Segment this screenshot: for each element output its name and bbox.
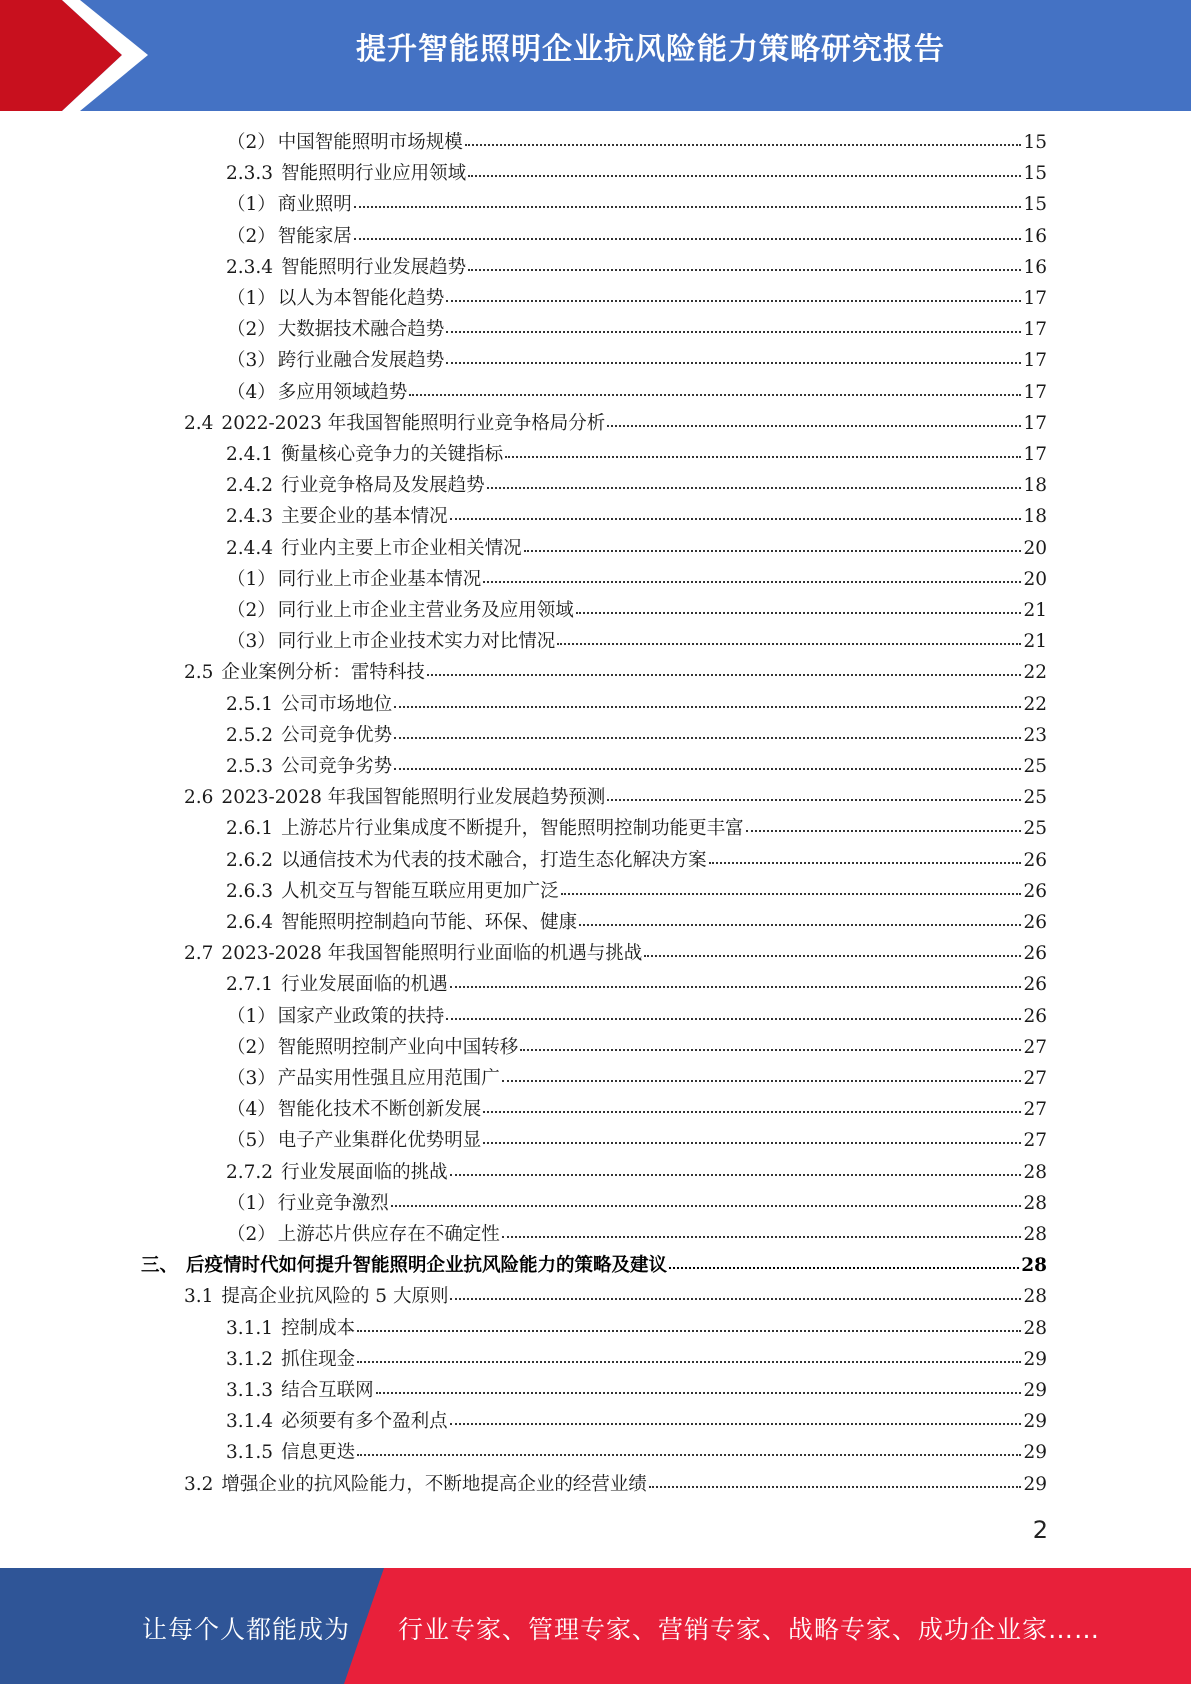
toc-entry[interactable]	[226, 533, 1047, 564]
toc-entry-title: 信息更迭	[281, 1442, 356, 1464]
toc-entry-title: 2023-2028 年我国智能照明行业面临的机遇与挑战	[221, 943, 643, 965]
toc-dot-leader	[409, 393, 1021, 396]
toc-entry-page: 27	[1023, 1130, 1047, 1152]
toc-entry-title: 衡量核心竞争力的关键指标	[281, 444, 504, 465]
toc-dot-leader	[357, 1329, 1021, 1332]
toc-entry-page: 16	[1023, 256, 1047, 278]
toc-entry-title: 抓住现金	[281, 1348, 356, 1370]
toc-dot-leader	[561, 892, 1022, 895]
toc-entry-number: 2.3.3	[226, 163, 274, 185]
toc-entry-page: 28	[1023, 1224, 1047, 1245]
toc-entry[interactable]	[226, 720, 1047, 751]
toc-dot-leader	[376, 1391, 1022, 1394]
toc-dot-leader	[468, 268, 1021, 271]
toc-entry-title: 结合互联网	[281, 1380, 374, 1401]
toc-dot-leader	[576, 611, 1022, 614]
toc-entry-title: 以通信技术为代表的技术融合，打造生态化解决方案	[281, 849, 707, 871]
toc-entry-page: 22	[1023, 693, 1047, 715]
footer-slogan-right: 行业专家、管理专家、营销专家、战略专家、成功企业家……	[398, 1615, 1101, 1644]
toc-entry[interactable]	[226, 813, 1047, 844]
toc-entry-page: 28	[1023, 1286, 1047, 1308]
toc-entry-page: 27	[1023, 1099, 1047, 1121]
toc-entry[interactable]	[227, 377, 1047, 408]
toc-entry-title: 以人为本智能化趋势	[277, 288, 445, 309]
toc-entry[interactable]	[184, 1469, 1047, 1500]
report-title: 提升智能照明企业抗风险能力策略研究报告	[356, 32, 945, 67]
toc-entry-title: 控制成本	[281, 1317, 356, 1339]
toc-entry-title: 上游芯片行业集成度不断提升，智能照明控制功能更丰富	[281, 818, 744, 840]
toc-entry[interactable]	[226, 1375, 1047, 1406]
toc-entry-page: 27	[1023, 1068, 1047, 1089]
toc-dot-leader	[394, 705, 1021, 708]
toc-entry-title: 提高企业抗风险的 5 大原则	[221, 1286, 449, 1308]
toc-entry-title: 多应用领域趋势	[277, 381, 408, 403]
toc-dot-leader	[607, 424, 1021, 427]
toc-entry-title: 同行业上市企业主营业务及应用领域	[277, 600, 574, 621]
toc-entry-title: 智能化技术不断创新发展	[277, 1099, 482, 1121]
toc-entry[interactable]	[226, 470, 1047, 501]
toc-entry-title: 主要企业的基本情况	[281, 506, 448, 528]
page-footer	[0, 1568, 1191, 1684]
toc-dot-leader	[709, 861, 1022, 864]
toc-entry[interactable]	[226, 969, 1047, 1000]
toc-entry[interactable]	[227, 1094, 1047, 1125]
toc-entry-number: （5）	[227, 1130, 276, 1152]
toc-entry-number: 2.6.3	[226, 880, 274, 902]
toc-entry-page: 21	[1023, 631, 1047, 653]
toc-entry[interactable]	[227, 283, 1047, 314]
toc-entry[interactable]	[226, 907, 1047, 938]
toc-entry-number: 2.5.1	[226, 693, 274, 715]
toc-entry-page: 18	[1023, 506, 1047, 528]
toc-entry-title: 商业照明	[277, 194, 352, 216]
toc-dot-leader	[644, 954, 1021, 957]
toc-entry-number: 3.1.3	[226, 1380, 274, 1401]
toc-entry-page: 22	[1023, 662, 1047, 684]
toc-dot-leader	[357, 1453, 1021, 1456]
toc-dot-leader	[579, 923, 1021, 926]
toc-entry-number: （3）	[227, 1068, 276, 1089]
toc-dot-leader	[505, 455, 1021, 458]
toc-entry-number: 3.1.4	[226, 1411, 274, 1433]
toc-entry-title: 后疫情时代如何提升智能照明企业抗风险能力的策略及建议	[186, 1255, 668, 1277]
toc-entry-page: 23	[1023, 724, 1047, 746]
toc-entry[interactable]	[227, 1188, 1047, 1219]
toc-entry[interactable]	[226, 1406, 1047, 1437]
toc-entry[interactable]	[227, 1001, 1047, 1032]
toc-entry-page: 29	[1023, 1348, 1047, 1370]
toc-entry-number: （4）	[227, 1099, 276, 1121]
toc-entry-number: 2.7	[184, 943, 214, 965]
toc-dot-leader	[446, 1017, 1021, 1020]
toc-entry-number: （4）	[227, 381, 276, 403]
toc-entry-page: 26	[1023, 974, 1047, 996]
toc-entry-title: 行业竞争激烈	[277, 1192, 389, 1214]
toc-entry-page: 25	[1023, 756, 1047, 777]
toc-entry-page: 28	[1023, 1161, 1047, 1183]
toc-dot-leader	[483, 580, 1021, 583]
toc-entry-page: 28	[1023, 1317, 1047, 1339]
toc-entry-page: 17	[1023, 381, 1047, 403]
toc-entry-number: 2.7.2	[226, 1161, 274, 1183]
toc-entry-number: 三、	[141, 1255, 179, 1277]
toc-entry-page: 26	[1023, 912, 1047, 933]
toc-entry[interactable]	[141, 1250, 1047, 1281]
toc-entry-title: 公司竞争优势	[281, 724, 393, 746]
toc-entry[interactable]	[184, 782, 1047, 813]
toc-entry[interactable]	[226, 1157, 1047, 1188]
toc-entry-page: 25	[1023, 818, 1047, 840]
toc-entry-page: 17	[1023, 288, 1047, 309]
toc-dot-leader	[649, 1485, 1022, 1488]
toc-entry-number: 3.1	[184, 1286, 214, 1308]
toc-entry[interactable]	[227, 1032, 1047, 1063]
toc-dot-leader	[468, 174, 1021, 177]
toc-entry-page: 15	[1023, 194, 1047, 216]
toc-dot-leader	[746, 829, 1022, 832]
toc-entry[interactable]	[226, 501, 1047, 532]
toc-entry[interactable]	[226, 876, 1047, 907]
toc-entry-page: 17	[1023, 319, 1047, 341]
toc-entry-title: 智能照明控制趋向节能、环保、健康	[281, 912, 578, 933]
toc-entry-title: 中国智能照明市场规模	[277, 132, 463, 153]
toc-entry-title: 2022-2023 年我国智能照明行业竞争格局分析	[221, 412, 606, 434]
toc-entry[interactable]	[226, 158, 1047, 189]
toc-entry-title: 智能照明行业发展趋势	[281, 256, 467, 278]
toc-entry-title: 行业内主要上市企业相关情况	[281, 537, 522, 559]
toc-dot-leader	[483, 1110, 1021, 1113]
toc-entry[interactable]	[226, 439, 1047, 470]
toc-entry-number: （1）	[227, 1005, 276, 1027]
toc-entry[interactable]	[226, 689, 1047, 720]
toc-entry[interactable]	[227, 345, 1047, 376]
toc-entry[interactable]	[227, 1125, 1047, 1156]
toc-dot-leader	[450, 985, 1022, 988]
toc-dot-leader	[391, 1204, 1022, 1207]
toc-entry[interactable]	[226, 1344, 1047, 1375]
toc-entry-number: 2.7.1	[226, 974, 274, 996]
toc-entry-title: 公司市场地位	[281, 693, 393, 715]
toc-entry-number: 2.4.2	[226, 475, 274, 497]
toc-dot-leader	[669, 1266, 1019, 1269]
toc-entry-page: 26	[1023, 943, 1047, 965]
toc-dot-leader	[446, 299, 1021, 302]
toc-entry-page: 26	[1023, 849, 1047, 871]
toc-entry-number: （3）	[227, 631, 276, 653]
toc-entry-page: 20	[1023, 537, 1047, 559]
toc-entry-title: 智能家居	[277, 225, 352, 247]
toc-entry-page: 20	[1023, 568, 1047, 590]
toc-entry-number: 2.4	[184, 412, 214, 434]
toc-entry-title: 大数据技术融合趋势	[277, 319, 445, 341]
toc-dot-leader	[446, 361, 1021, 364]
toc-entry-number: 2.6	[184, 787, 214, 809]
toc-dot-leader	[520, 1048, 1021, 1051]
toc-entry-number: 2.6.1	[226, 818, 274, 840]
toc-entry-title: 国家产业政策的扶持	[277, 1005, 445, 1027]
toc-entry-title: 行业发展面临的机遇	[281, 974, 448, 996]
toc-dot-leader	[394, 736, 1021, 739]
toc-entry-number: 2.3.4	[226, 256, 274, 278]
toc-entry-number: （2）	[227, 1224, 276, 1245]
toc-entry-number: （2）	[227, 1036, 276, 1058]
toc-entry-number: 3.2	[184, 1473, 214, 1495]
toc-dot-leader	[524, 549, 1022, 552]
toc-entry[interactable]	[184, 408, 1047, 439]
toc-entry-title: 2023-2028 年我国智能照明行业发展趋势预测	[221, 787, 606, 809]
toc-dot-leader	[450, 1173, 1022, 1176]
toc-entry-number: 2.5	[184, 662, 214, 684]
toc-entry-title: 企业案例分析：雷特科技	[221, 662, 425, 684]
toc-entry-title: 上游芯片供应存在不确定性	[277, 1224, 500, 1245]
toc-entry[interactable]	[226, 751, 1047, 782]
toc-dot-leader	[357, 1360, 1021, 1363]
toc-entry-title: 增强企业的抗风险能力，不断地提高企业的经营业绩	[221, 1473, 647, 1495]
toc-entry[interactable]	[227, 189, 1047, 220]
toc-entry-number: 3.1.2	[226, 1348, 274, 1370]
toc-entry-number: 2.5.2	[226, 724, 274, 746]
toc-entry-page: 17	[1023, 350, 1047, 372]
toc-entry-title: 行业竞争格局及发展趋势	[281, 475, 485, 497]
toc-dot-leader	[450, 1297, 1021, 1300]
toc-entry-number: （2）	[227, 319, 276, 341]
toc-entry-title: 公司竞争劣势	[281, 756, 393, 777]
toc-entry-number: 2.6.2	[226, 849, 274, 871]
toc-entry[interactable]	[227, 564, 1047, 595]
toc-entry-number: （1）	[227, 568, 276, 590]
toc-entry[interactable]	[227, 1219, 1047, 1250]
page-header	[0, 0, 1191, 111]
toc-entry-number: （2）	[227, 225, 276, 247]
toc-dot-leader	[483, 1141, 1021, 1144]
toc-entry-page: 27	[1023, 1036, 1047, 1058]
toc-entry[interactable]	[184, 1281, 1047, 1312]
toc-entry-number: 2.4.3	[226, 506, 274, 528]
toc-entry-page: 18	[1023, 475, 1047, 497]
page-number: 2	[1032, 1516, 1048, 1544]
toc-entry-title: 同行业上市企业基本情况	[277, 568, 482, 590]
toc-entry-page: 17	[1023, 412, 1047, 434]
toc-dot-leader	[607, 798, 1021, 801]
toc-entry-page: 29	[1023, 1473, 1047, 1495]
toc-entry-page: 29	[1023, 1442, 1047, 1464]
toc-entry-page: 17	[1023, 444, 1047, 465]
toc-entry[interactable]	[227, 127, 1047, 158]
toc-dot-leader	[557, 642, 1021, 645]
toc-entry[interactable]	[227, 595, 1047, 626]
toc-entry-title: 跨行业融合发展趋势	[277, 350, 445, 372]
toc-entry[interactable]	[226, 1437, 1047, 1468]
toc-entry-number: （1）	[227, 1192, 276, 1214]
toc-entry-page: 21	[1023, 600, 1047, 621]
toc-entry-page: 29	[1023, 1411, 1047, 1433]
toc-entry-number: 2.5.3	[226, 756, 274, 777]
toc-entry-number: （2）	[227, 600, 276, 621]
toc-entry-page: 16	[1023, 225, 1047, 247]
toc-entry-page: 29	[1023, 1380, 1047, 1401]
toc-entry-title: 产品实用性强且应用范围广	[277, 1068, 500, 1089]
toc-entry-title: 行业发展面临的挑战	[281, 1161, 448, 1183]
toc-dot-leader	[354, 237, 1022, 240]
toc-entry-title: 同行业上市企业技术实力对比情况	[277, 631, 556, 653]
toc-entry[interactable]	[226, 1313, 1047, 1344]
toc-entry-number: 3.1.1	[226, 1317, 274, 1339]
toc-dot-leader	[487, 486, 1022, 489]
toc-dot-leader	[427, 673, 1022, 676]
toc-entry-title: 电子产业集群化优势明显	[277, 1130, 482, 1152]
toc-entry-number: 2.6.4	[226, 912, 274, 933]
toc-dot-leader	[446, 330, 1021, 333]
footer-slogan-left: 让每个人都能成为	[142, 1615, 351, 1644]
toc-entry-number: （2）	[227, 132, 276, 153]
toc-entry-page: 28	[1021, 1255, 1047, 1277]
toc-entry[interactable]	[184, 657, 1047, 688]
toc-dot-leader	[450, 517, 1022, 520]
toc-entry-page: 25	[1023, 787, 1047, 809]
toc-entry-title: 智能照明行业应用领域	[281, 163, 467, 185]
toc-entry[interactable]	[227, 1063, 1047, 1094]
toc-entry-number: 2.4.4	[226, 537, 274, 559]
toc-entry-number: （1）	[227, 194, 276, 216]
toc-entry[interactable]	[226, 845, 1047, 876]
toc-dot-leader	[354, 205, 1022, 208]
toc-entry-number: （3）	[227, 350, 276, 372]
toc-entry[interactable]	[227, 626, 1047, 657]
toc-entry-page: 15	[1023, 132, 1047, 153]
toc-entry[interactable]	[227, 314, 1047, 345]
toc-dot-leader	[394, 767, 1021, 770]
toc-entry-title: 智能照明控制产业向中国转移	[277, 1036, 519, 1058]
toc-entry-title: 必须要有多个盈利点	[281, 1411, 448, 1433]
toc-entry[interactable]	[184, 938, 1047, 969]
toc-dot-leader	[502, 1235, 1022, 1238]
toc-entry-title: 人机交互与智能互联应用更加广泛	[281, 880, 559, 902]
toc-dot-leader	[465, 143, 1022, 146]
toc-entry-number: （1）	[227, 288, 276, 309]
toc-entry-page: 26	[1023, 1005, 1047, 1027]
toc-entry-page: 28	[1023, 1192, 1047, 1214]
toc-entry-number: 2.4.1	[226, 444, 274, 465]
toc-entry[interactable]	[227, 221, 1047, 252]
toc-entry[interactable]	[226, 252, 1047, 283]
toc-entry-page: 26	[1023, 880, 1047, 902]
toc-dot-leader	[502, 1079, 1022, 1082]
toc-entry-page: 15	[1023, 163, 1047, 185]
toc-entry-number: 3.1.5	[226, 1442, 274, 1464]
toc-dot-leader	[450, 1422, 1022, 1425]
